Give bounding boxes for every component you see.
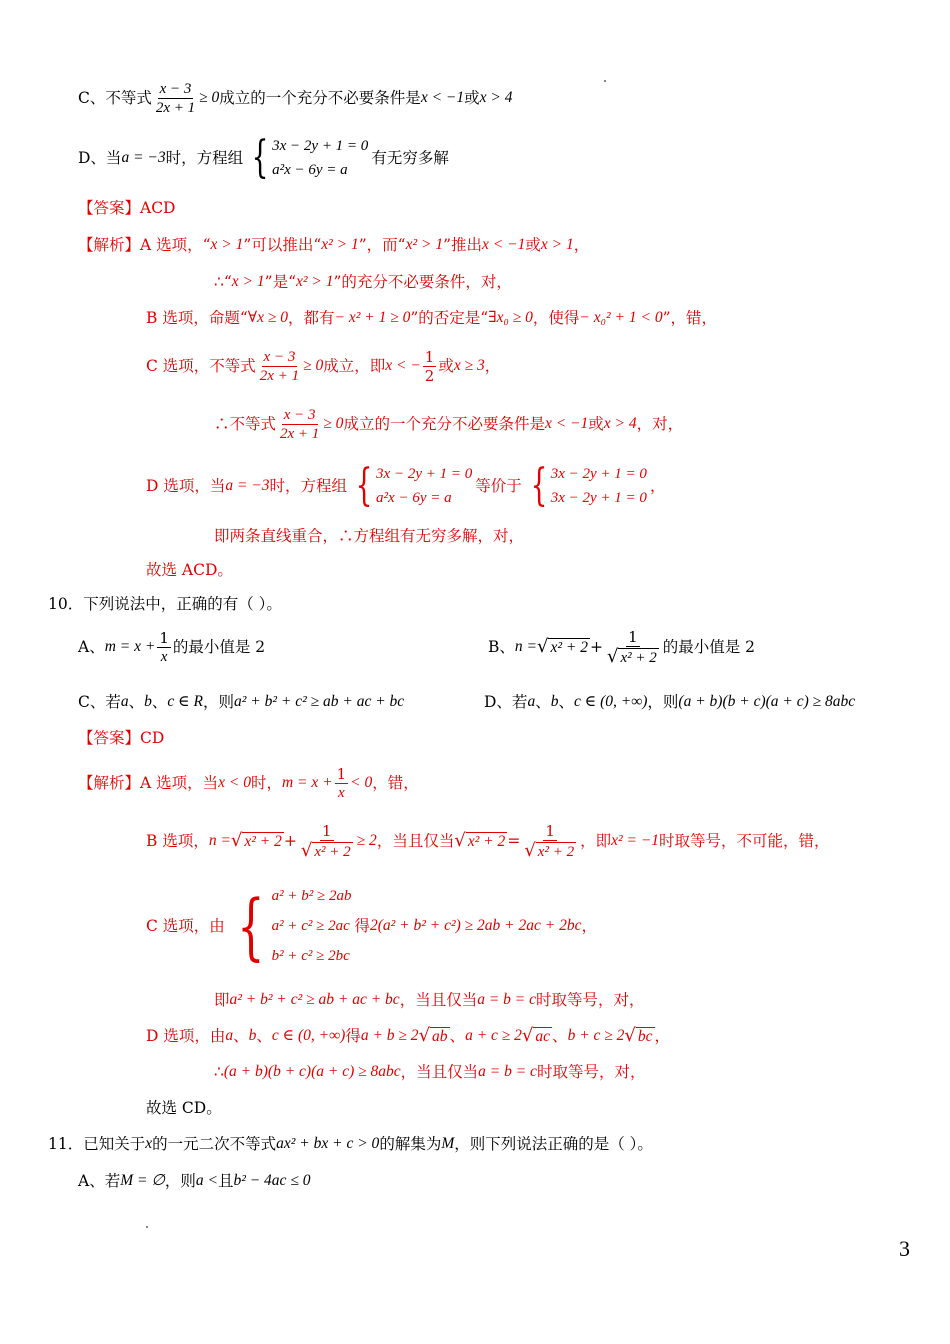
math: a + c ≥ 2	[465, 1027, 522, 1044]
explanation10-c	[146, 880, 597, 972]
text: 、	[552, 1027, 568, 1045]
text: 、	[449, 1027, 466, 1045]
question11-option-a	[78, 1171, 310, 1191]
explanation10-c2	[214, 990, 645, 1010]
text: ，则	[202, 693, 234, 711]
text: 即	[214, 991, 230, 1009]
math: − x² + 1 ≥ 0	[334, 309, 411, 326]
math: x < −1	[482, 236, 526, 253]
math: − x₀² + 1 < 0	[579, 309, 663, 326]
text: ，当且仅当	[399, 991, 478, 1009]
fraction	[335, 765, 349, 802]
fraction	[278, 406, 321, 443]
text: 的最小值是 2	[172, 638, 266, 656]
speck	[604, 80, 606, 82]
math: x > 1	[540, 236, 574, 253]
radicand: ac	[535, 1028, 551, 1045]
numerator: 1	[322, 821, 332, 840]
text: ”可以推出“	[243, 236, 322, 254]
radicand: x² + 2	[314, 843, 351, 860]
text: 成立的一个充分不必要条件是	[219, 89, 421, 107]
sqrt	[624, 1026, 654, 1046]
text: ，	[484, 357, 501, 375]
text: A、	[78, 638, 105, 656]
explanation9-d2: 即两条直线重合，∴方程组有无穷多解，对，	[214, 527, 525, 545]
math: (a + b)(b + c)(a + c) ≥ 8abc	[678, 693, 856, 710]
page-number: 3	[899, 1236, 910, 1261]
text: D 选项，由	[146, 1027, 226, 1045]
math: m = x +	[104, 638, 156, 655]
sqrt	[522, 1026, 552, 1046]
math: b	[248, 1027, 257, 1044]
speck	[146, 1226, 148, 1228]
sqrt	[454, 831, 507, 851]
text: 时取等号，不可能，错，	[659, 832, 830, 850]
math: a = b = c	[478, 1063, 537, 1080]
text: 或	[464, 89, 480, 107]
equation-system	[246, 134, 368, 182]
text: C、若	[78, 693, 121, 711]
math: ≥ 0	[199, 89, 220, 106]
math: m = x +	[281, 774, 333, 791]
explanation10-b	[146, 818, 830, 864]
text: ，则	[164, 1172, 196, 1190]
text: ，当且仅当	[400, 1063, 479, 1081]
equation: 3x − 2y + 1 = 0	[376, 466, 473, 482]
radicand: x² + 2	[244, 833, 282, 850]
math: x > 4	[603, 415, 637, 432]
text: 或	[438, 357, 454, 375]
fraction	[157, 629, 171, 666]
math: b² − 4ac ≤ 0	[233, 1172, 311, 1189]
radical: √	[624, 1025, 636, 1046]
equations	[551, 462, 647, 510]
numerator: x − 3	[159, 80, 192, 97]
math: a² + b² + c² ≥ ab + ac + bc	[234, 693, 405, 710]
math: x² > 1	[405, 236, 444, 253]
numerator: 1	[545, 821, 555, 840]
equation-system	[525, 462, 647, 510]
text: ”推出	[443, 236, 483, 254]
math: x > 1	[210, 236, 244, 253]
radical: √	[230, 830, 243, 851]
text: ，即	[580, 832, 612, 850]
text: D、当	[78, 149, 122, 167]
text: ，都有	[288, 309, 335, 327]
math: (a + b)(b + c)(a + c) ≥ 8abc	[223, 1063, 401, 1080]
radical: √	[606, 645, 619, 667]
fraction	[258, 348, 301, 385]
text: ，	[573, 236, 590, 254]
answer-10: 【答案】CD	[78, 729, 165, 747]
math: x < −1	[420, 89, 465, 106]
text: ，	[581, 917, 597, 935]
denominator: x	[160, 648, 168, 665]
math: a <	[195, 1172, 218, 1189]
text: 、	[558, 693, 574, 711]
explanation9-conclusion: 故选 ACD。	[146, 561, 233, 579]
text: 的解集为	[379, 1135, 442, 1153]
sqrt	[419, 1026, 450, 1046]
question10-option-a	[78, 626, 265, 668]
question10-option-d	[484, 692, 855, 712]
text: 成立，即	[323, 357, 386, 375]
math: x > 4	[479, 89, 513, 106]
math: a = −3	[121, 149, 166, 166]
explanation9-b	[146, 308, 717, 328]
math: a	[120, 693, 129, 710]
denominator: x	[338, 784, 345, 801]
math: a = −3	[225, 477, 270, 494]
inequality: b² + c² ≥ 2bc	[271, 948, 350, 964]
text: 、	[535, 693, 551, 711]
question10-option-c	[78, 692, 404, 712]
explanation9-d	[146, 460, 665, 512]
text: C、不等式	[78, 89, 152, 107]
radicand: ab	[432, 1028, 448, 1045]
text: 时，	[250, 774, 282, 792]
text: 成立的一个充分不必要条件是	[343, 415, 545, 433]
numerator: x − 3	[283, 406, 316, 423]
math: +	[283, 832, 297, 850]
radical: √	[536, 636, 549, 657]
math: a	[527, 693, 536, 710]
math: x < −	[385, 357, 421, 374]
math: x ≥ 3	[453, 357, 485, 374]
brace: {	[251, 132, 269, 183]
text: 等价于	[475, 477, 522, 495]
question9-option-c	[78, 78, 512, 118]
fraction	[522, 822, 578, 861]
text: B、	[488, 638, 515, 656]
fraction	[423, 348, 437, 385]
equation-system	[350, 462, 472, 510]
text: C 选项，不等式	[146, 357, 256, 375]
equation: a²x − 6y = a	[272, 162, 348, 178]
explanation9-c2	[214, 403, 683, 445]
math: a	[225, 1027, 234, 1044]
text: ”，错，	[662, 309, 718, 327]
math: c ∈ (0, +∞)	[573, 693, 648, 710]
text: 、	[151, 693, 168, 711]
radical: √	[524, 839, 536, 861]
text: B 选项，	[146, 832, 209, 850]
text: ，错，	[372, 774, 419, 792]
text: D、若	[484, 693, 528, 711]
text: C 选项，由	[146, 917, 225, 935]
text: ，当且仅当	[376, 832, 455, 850]
text: ”的否定是“	[410, 309, 489, 327]
radicand: x² + 2	[550, 639, 588, 656]
text: ，	[649, 477, 666, 495]
text: ”，而“	[358, 236, 406, 254]
numerator: 1	[628, 627, 638, 646]
text: 、	[233, 1027, 249, 1045]
equation: a²x − 6y = a	[376, 490, 452, 506]
math: 2(a² + b² + c²) ≥ 2ab + 2ac + 2bc	[369, 917, 582, 934]
math: a + b ≥ 2	[360, 1027, 419, 1044]
math: a² + b² + c² ≥ ab + ac + bc	[229, 991, 400, 1008]
text: 的最小值是 2	[662, 638, 756, 656]
math: x² > 1	[321, 236, 359, 253]
brace: {	[236, 884, 265, 968]
equations	[272, 134, 368, 182]
question-11	[48, 1134, 653, 1154]
explanation10-d2	[214, 1062, 645, 1082]
radicand: x² + 2	[467, 833, 506, 850]
math: b	[550, 693, 559, 710]
math: b + c ≥ 2	[567, 1027, 625, 1044]
inequality-system	[228, 881, 352, 971]
math: b	[144, 693, 152, 710]
numerator: 1	[424, 347, 435, 366]
math: ax² + bx + c > 0	[276, 1135, 380, 1152]
text: A、若	[78, 1172, 121, 1190]
fraction	[154, 80, 197, 117]
math: < 0	[350, 774, 373, 791]
brace: {	[355, 460, 373, 511]
math: ∀x ≥ 0	[247, 309, 288, 326]
math: M	[441, 1135, 455, 1152]
math: n =	[208, 832, 231, 849]
math: x > 1	[231, 273, 265, 290]
math: x < −1	[544, 415, 589, 432]
numerator: 1	[336, 764, 347, 783]
numerator: x − 3	[263, 348, 296, 365]
text: 有无穷多解	[371, 149, 449, 167]
text: 时取等号，对，	[536, 1063, 646, 1081]
text: ∴不等式	[214, 415, 277, 433]
text: 或	[588, 415, 604, 433]
radical: √	[300, 839, 313, 861]
text: ，对，	[636, 415, 684, 433]
math: x	[145, 1135, 153, 1152]
math: c ∈ R	[167, 693, 203, 710]
text: 【解析】A 选项，“	[78, 236, 211, 254]
explanation10-d	[146, 1026, 670, 1046]
radicand: bc	[637, 1028, 653, 1045]
equations	[376, 462, 472, 510]
question9-option-d	[78, 132, 449, 184]
text: 时，方程组	[165, 149, 244, 167]
math: a = b = c	[477, 991, 537, 1008]
denominator: 2x + 1	[155, 99, 196, 116]
math: ≥ 0	[303, 357, 324, 374]
text: B 选项，命题“	[146, 309, 248, 327]
math: +	[589, 638, 603, 656]
text: D 选项，当	[146, 477, 226, 495]
numerator: 1	[159, 628, 169, 647]
denominator: 2x + 1	[259, 367, 300, 384]
math: x < 0	[218, 774, 251, 791]
math: x² = −1	[611, 832, 660, 849]
text: 且	[217, 1172, 234, 1190]
text: ，则下列说法正确的是（ ）。	[454, 1135, 653, 1153]
fraction	[605, 628, 661, 667]
text: 11．已知关于	[48, 1135, 146, 1153]
question-10: 10．下列说法中，正确的有（ ）。	[48, 595, 282, 613]
text: 得	[345, 1027, 361, 1045]
text: 、	[256, 1027, 272, 1045]
math: ≥ 2	[356, 832, 377, 849]
math: M = ∅	[120, 1172, 165, 1189]
question10-option-b	[488, 624, 755, 670]
equation: 3x − 2y + 1 = 0	[550, 490, 647, 506]
text: 的一元二次不等式	[152, 1135, 277, 1153]
fraction	[299, 822, 355, 861]
radicand: x² + 2	[537, 843, 575, 860]
text: ”是“	[264, 273, 296, 291]
sqrt	[231, 831, 284, 851]
math: n =	[514, 638, 537, 655]
text: 、	[128, 693, 145, 711]
inequality: a² + c² ≥ 2ac	[271, 918, 350, 934]
explanation9-c	[146, 345, 500, 387]
math: c ∈ (0, +∞)	[271, 1027, 346, 1044]
text: 【解析】A 选项，当	[78, 774, 219, 792]
inequalities	[272, 881, 352, 971]
text: 时取等号，对，	[536, 991, 645, 1009]
explanation9-a	[78, 235, 589, 255]
sqrt	[537, 637, 590, 657]
answer-9: 【答案】ACD	[78, 199, 176, 217]
radical: √	[521, 1025, 534, 1046]
text: 得	[354, 917, 370, 935]
text: ，使得	[532, 309, 580, 327]
explanation9-a2	[214, 272, 512, 292]
text: ，	[654, 1027, 671, 1045]
radicand: x² + 2	[620, 649, 657, 666]
text: 或	[525, 236, 541, 254]
radical: √	[454, 830, 466, 851]
math: ≥ 0	[323, 415, 344, 432]
radical: √	[418, 1025, 431, 1046]
math: =	[507, 832, 521, 850]
text: 时，方程组	[269, 477, 348, 495]
math: ∃x₀ ≥ 0	[488, 309, 533, 326]
text: ”的充分不必要条件，对，	[333, 273, 512, 291]
text: ∴“	[214, 273, 232, 291]
math: x² > 1	[296, 273, 334, 290]
denominator: 2	[424, 366, 435, 385]
denominator: 2x + 1	[280, 425, 320, 442]
explanation10-conclusion: 故选 CD。	[146, 1099, 222, 1117]
equation: 3x − 2y + 1 = 0	[272, 138, 369, 154]
inequality: a² + b² ≥ 2ab	[271, 888, 352, 904]
brace: {	[530, 460, 548, 511]
explanation10-a	[78, 762, 419, 804]
text: ∴	[214, 1063, 224, 1081]
equation: 3x − 2y + 1 = 0	[550, 466, 647, 482]
text: ，则	[647, 693, 679, 711]
